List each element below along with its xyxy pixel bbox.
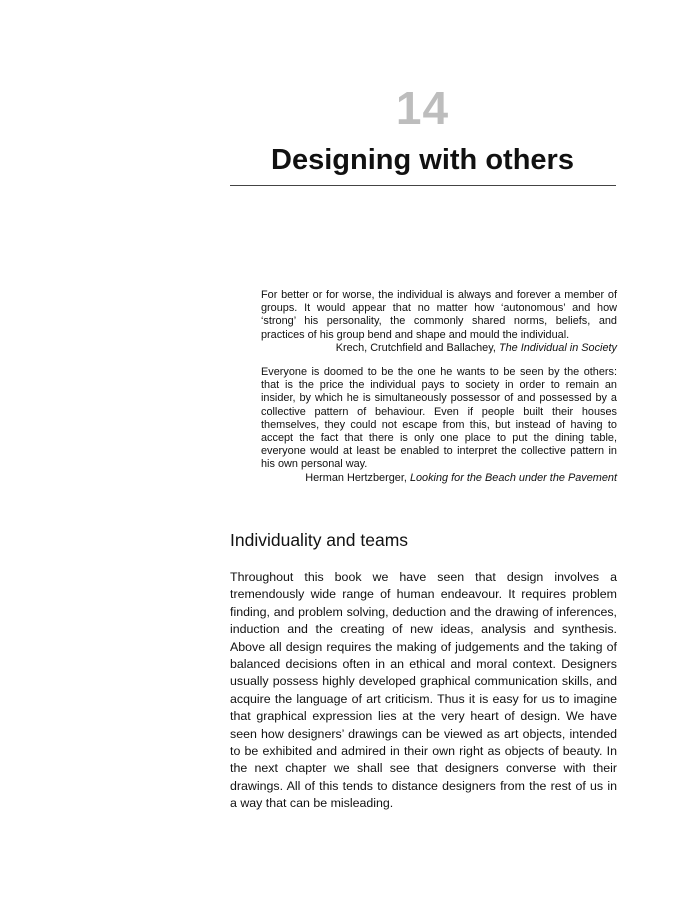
epigraph-attribution: [261, 472, 617, 485]
body-paragraph: Throughout this book we have seen that design involves a tremendously wide range of human endeavour. It requires problem finding, and problem solving, deduction and the drawing of inferences, induction and the creating of new ideas, analysis and synthesis. Above all design requires the making of judgements and the taking of balanced decisions often in an ethical and moral context. Designers usually possess highly developed graphical communication skills, and acquire the language of art criticism. Thus it is easy for us to imagine that graphical expression lies at the very heart of design. We have seen how designers’ drawings can be viewed as art objects, intended to be exhibited and admired in their own right as objects of beauty. In the next chapter we shall see that designers converse with their drawings. All of this tends to distance designers from the rest of us in a way that can be misleading.: [230, 570, 617, 811]
epigraph-quote: For better or for worse, the individual is always and forever a member of groups. It would appear that no matter how ‘autonomous’ and how ‘strong’ his personality, the commonly shared norms, beliefs, and practices of his group bend and shape and mould the individual.: [261, 289, 617, 341]
chapter-number: 14: [395, 82, 450, 134]
epigraph-source: Looking for the Beach under the Pavement: [409, 471, 617, 484]
chapter-title: Designing with others: [271, 144, 574, 176]
section-heading: Individuality and teams: [230, 530, 409, 550]
epigraph-author: Krech, Crutchfield and Ballachey,: [335, 341, 499, 354]
epigraph-hertzberger: [261, 366, 617, 485]
epigraph-attribution: [261, 342, 617, 355]
epigraph-krech: [261, 289, 617, 355]
title-divider: [230, 185, 616, 186]
epigraph-author: Herman Hertzberger,: [305, 471, 410, 484]
epigraph-source: The Individual in Society: [498, 341, 617, 354]
epigraph-quote: Everyone is doomed to be the one he wants to be seen by the others: that is the price the individual pays to society in order to remain an insider, by which he is simultaneously possessor of and possessed by a collective pattern of behaviour. Even if people built their houses themselves, they could not escape from this, but instead of having to accept the fact that there is only one place to put the dining table, everyone would at least be enabled to interpret the collective pattern in his own personal way.: [261, 366, 617, 471]
